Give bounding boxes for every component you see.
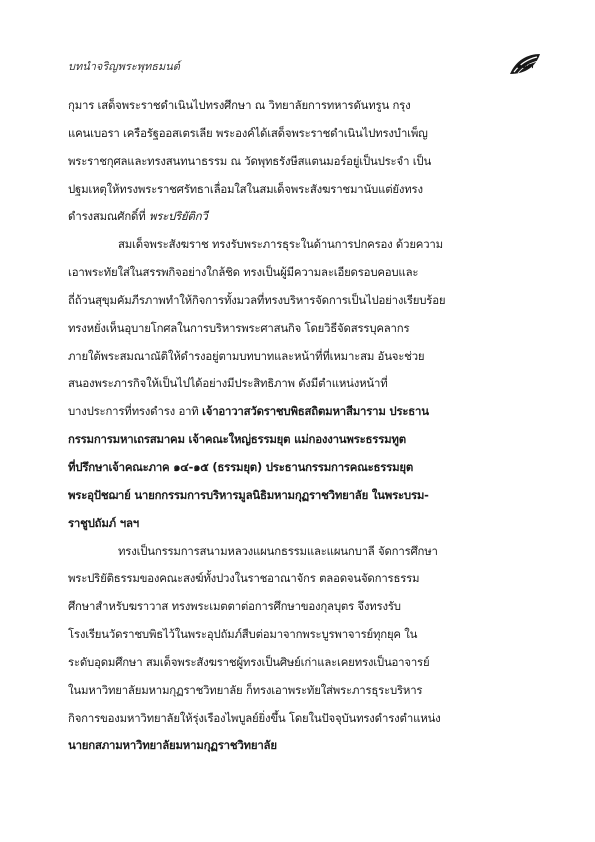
text-run: โรงเรียนวัดราชบพิธไว้ในพระอุปถัมภ์สืบต่อมาจากพระบูรพาจารย์ทุกยุค ใน (68, 627, 418, 642)
text-line (68, 203, 544, 231)
text-line (68, 287, 544, 315)
text-line (68, 677, 544, 705)
text-run: ทรงหยั่งเห็นอุบายโกศลในการบริหารพระศาสนกิจ โดยวิธีจัดสรรบุคลากร (68, 320, 410, 335)
text-run: กรรมการมหาเถรสมาคม เจ้าคณะใหญ่ธรรมยุต แม่กองงานพระธรรมทูต (68, 432, 406, 447)
paragraph (68, 92, 544, 231)
text-run: ระดับอุดมศึกษา สมเด็จพระสังฆราชผู้ทรงเป็นศิษย์เก่าและเคยทรงเป็นอาจารย์ (68, 654, 430, 669)
text-line (68, 315, 544, 343)
text-run: แคนเบอรา เครือรัฐออสเตรเลีย พระองค์ได้เสด็จพระราชดำเนินไปทรงบำเพ็ญ (68, 125, 428, 140)
text-line (68, 370, 544, 398)
text-run: กิจการของมหาวิทยาลัยให้รุ่งเรืองไพบูลย์ยิ่งขึ้น โดยในปัจจุบันทรงดำรงตำแหน่ง (68, 710, 441, 725)
running-head: บทนำจริญพระพุทธมนต์ (68, 60, 180, 73)
text-run: ราชูปถัมภ์ ฯลฯ (68, 515, 139, 530)
text-line (68, 621, 544, 649)
text-line (68, 92, 544, 120)
text-line (68, 231, 544, 259)
text-line (68, 649, 544, 677)
text-line (68, 176, 544, 204)
text-run: ที่ปรึกษาเจ้าคณะภาค ๑๔-๑๕ (ธรรมยุต) ประธานกรรมการคณะธรรมยุต (68, 459, 414, 474)
text-line (68, 538, 544, 566)
text-run: ในมหาวิทยาลัยมหามกุฏราชวิทยาลัย ก็ทรงเอาพระทัยใส่พระภารธุระบริหาร (68, 682, 423, 697)
text-run: พระปริยัติธรรมของคณะสงฆ์ทั้งปวงในราชอาณาจักร ตลอดจนจัดการธรรม (68, 571, 420, 586)
page-number: ๑๘๓ (516, 61, 534, 70)
text-line (68, 732, 544, 760)
text-run: กุมาร เสด็จพระราชดำเนินไปทรงศึกษา ณ วิทยาลัยการทหารดันทรูน กรุง (68, 98, 411, 112)
text-run: พระราชกุศลและทรงสนทนาธรรม ณ วัดพุทธรังษีสแตนมอร์อยู่เป็นประจำ เป็น (68, 153, 432, 168)
text-run: ปฐมเหตุให้ทรงพระราชศรัทธาเลื่อมใสในสมเด็จพระสังฆราชมานับแต่ยังทรง (68, 181, 423, 196)
text-line (68, 120, 544, 148)
text-run: ภายใต้พระสมณาณัติให้ดำรงอยู่ตามบทบาทและหน้าที่ที่เหมาะสม อันจะช่วย (68, 348, 425, 363)
text-run: เอาพระทัยใส่ในสรรพกิจอย่างใกล้ชิด ทรงเป็นผู้มีความละเอียดรอบคอบและ (68, 265, 419, 280)
text-line (68, 482, 544, 510)
text-line (68, 593, 544, 621)
text-run: พระปริยัติกวี (148, 209, 208, 224)
text-run: ศึกษาสำหรับฆราวาส ทรงพระเมตตาต่อการศึกษาของกุลบุตร จึงทรงรับ (68, 599, 401, 614)
text-run: สนองพระภารกิจให้เป็นไปได้อย่างมีประสิทธิภาพ ดังมีตำแหน่งหน้าที่ (68, 376, 388, 391)
text-run: พระอุปัชฌาย์ นายกกรรมการบริหารมูลนิธิมหามกุฏราชวิทยาลัย ในพระบรม- (68, 487, 429, 502)
text-line (68, 454, 544, 482)
text-run: ดำรงสมณศักดิ์ที่ (68, 209, 149, 224)
text-line (68, 398, 544, 426)
text-line (68, 259, 544, 287)
text-run: เจ้าอาวาสวัดราชบพิธสถิตมหาสีมาราม ประธาน (202, 404, 429, 419)
text-run: ถี่ถ้วนสุขุมคัมภีรภาพทำให้กิจการทั้งมวลที่ทรงบริหารจัดการเป็นไปอย่างเรียบร้อย (68, 292, 446, 307)
text-line (68, 343, 544, 371)
page-number-badge (508, 52, 542, 78)
text-line (68, 426, 544, 454)
text-line (68, 510, 544, 538)
text-run: นายกสภามหาวิทยาลัยมหามกุฏราชวิทยาลัย (68, 738, 277, 753)
text-run: บางประการที่ทรงดำรง อาทิ (68, 404, 203, 419)
paragraph (68, 231, 544, 537)
text-run: สมเด็จพระสังฆราช ทรงรับพระภารธุระในด้านการปกครอง ด้วยความ (118, 237, 443, 252)
text-line (68, 148, 544, 176)
text-line (68, 565, 544, 593)
body-text (68, 92, 544, 760)
text-run: ทรงเป็นกรรมการสนามหลวงแผนกธรรมและแผนกบาลี จัดการศึกษา (118, 543, 438, 558)
paragraph (68, 538, 544, 761)
text-line (68, 705, 544, 733)
